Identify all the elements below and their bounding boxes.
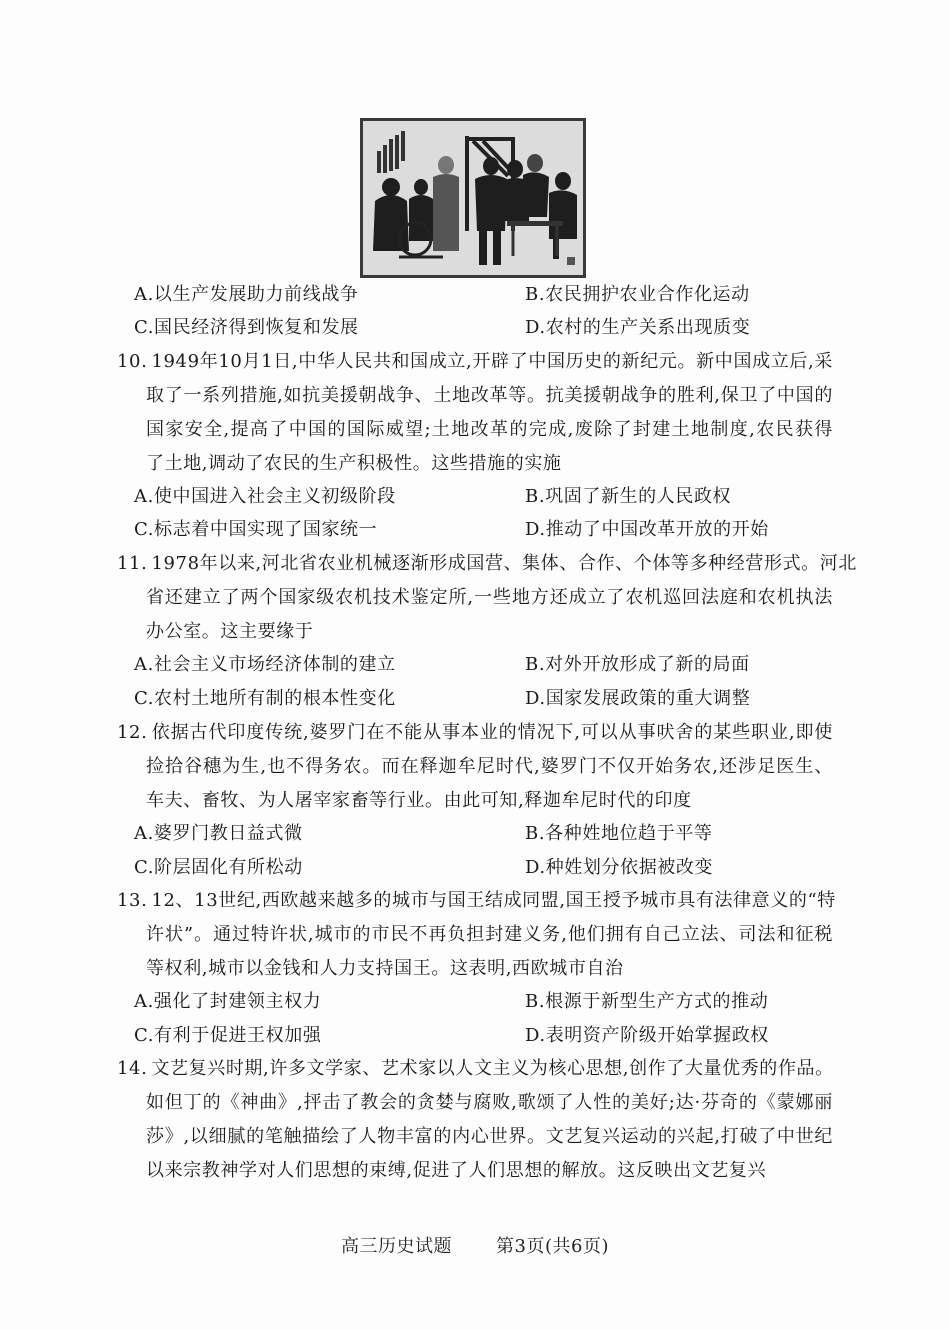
q10-option-c[interactable]: C.标志着中国实现了国家统一 (134, 519, 378, 540)
q10-option-d[interactable]: D.推动了中国改革开放的开始 (525, 519, 769, 540)
q12-option-a[interactable]: A.婆罗门教日益式微 (134, 823, 303, 844)
question-number: 11. (117, 553, 148, 574)
q10-option-a[interactable]: A.使中国进入社会主义初级阶段 (134, 486, 396, 507)
q11-option-b[interactable]: B.对外开放形成了新的局面 (525, 654, 750, 675)
q9-option-a[interactable]: A.以生产发展助力前线战争 (134, 284, 359, 305)
question-number: 13. (117, 890, 148, 911)
q13-option-a[interactable]: A.强化了封建领主权力 (134, 991, 322, 1012)
artist-seal (567, 257, 575, 265)
q12-stem-line-2: 捡拾谷穗为生,也不得务农。而在释迦牟尼时代,婆罗门不仅开始务农,还涉足医生、 (146, 756, 833, 777)
q13-stem-line-2: 许状”。通过特许状,城市的市民不再负担封建义务,他们拥有自己立法、司法和征税 (146, 924, 833, 945)
question-number: 14. (117, 1058, 148, 1079)
page-number: 第3页(共6页) (496, 1236, 609, 1257)
page-footer (0, 1232, 950, 1258)
q11-stem-line-2: 省还建立了两个国家级农机技术鉴定所,一些地方还成立了农机巡回法庭和农机执法 (146, 587, 833, 608)
q13-option-d[interactable]: D.表明资产阶级开始掌握政权 (525, 1025, 769, 1046)
question-number: 12. (117, 722, 148, 743)
q10-stem-line-1: 10. 1949年10月1日,中华人民共和国成立,开辟了中国历史的新纪元。新中国成立后,采 (117, 351, 833, 372)
q13-stem-line-3: 等权利,城市以金钱和人力支持国王。这表明,西欧城市自治 (146, 958, 624, 979)
q13-stem-line-1: 13. 12、13世纪,西欧越来越多的城市与国王结成同盟,国王授予城市具有法律意义的“特 (117, 890, 836, 911)
q11-stem-line-1: 11. 1978年以来,河北省农业机械逐渐形成国营、集体、合作、个体等多种经营形式。河北 (117, 553, 857, 574)
q12-stem-line-1: 12. 依据古代印度传统,婆罗门在不能从事本业的情况下,可以从事吠舍的某些职业,即使 (117, 722, 833, 743)
q13-option-b[interactable]: B.根源于新型生产方式的推动 (525, 991, 769, 1012)
q12-option-d[interactable]: D.种姓划分依据被改变 (525, 857, 714, 878)
q9-option-c[interactable]: C.国民经济得到恢复和发展 (134, 317, 359, 338)
q10-stem-line-2: 取了一系列措施,如抗美援朝战争、土地改革等。抗美援朝战争的胜利,保卫了中国的 (146, 385, 833, 406)
q11-stem-line-3: 办公室。这主要缘于 (146, 621, 314, 642)
q11-option-a[interactable]: A.社会主义市场经济体制的建立 (134, 654, 396, 675)
exam-subject: 高三历史试题 (341, 1236, 453, 1257)
q11-option-c[interactable]: C.农村土地所有制的根本性变化 (134, 688, 396, 709)
q12-stem-line-3: 车夫、畜牧、为人屠宰家畜等行业。由此可知,释迦牟尼时代的印度 (146, 790, 692, 811)
q14-stem-line-3: 莎》,以细腻的笔触描绘了人物丰富的内心世界。文艺复兴运动的兴起,打破了中世纪 (146, 1126, 833, 1147)
q13-option-c[interactable]: C.有利于促进王权加强 (134, 1025, 322, 1046)
q10-stem-line-4: 了土地,调动了农民的生产积极性。这些措施的实施 (146, 453, 562, 474)
woodcut-illustration (360, 118, 586, 278)
q10-option-b[interactable]: B.巩固了新生的人民政权 (525, 486, 732, 507)
loom-scene-image (363, 121, 583, 275)
q9-option-b[interactable]: B.农民拥护农业合作化运动 (525, 284, 750, 305)
q11-option-d[interactable]: D.国家发展政策的重大调整 (525, 688, 751, 709)
q14-stem-line-4: 以来宗教神学对人们思想的束缚,促进了人们思想的解放。这反映出文艺复兴 (146, 1160, 767, 1181)
q14-stem-line-2: 如但丁的《神曲》,抨击了教会的贪婪与腐败,歌颂了人性的美好;达·芬奇的《蒙娜丽 (146, 1092, 833, 1113)
q14-stem-line-1: 14. 文艺复兴时期,许多文学家、艺术家以人文主义为核心思想,创作了大量优秀的作品。 (117, 1058, 834, 1079)
q12-option-b[interactable]: B.各种姓地位趋于平等 (525, 823, 713, 844)
question-number: 10. (117, 351, 148, 372)
q12-option-c[interactable]: C.阶层固化有所松动 (134, 857, 303, 878)
q10-stem-line-3: 国家安全,提高了中国的国际威望;土地改革的完成,废除了封建土地制度,农民获得 (146, 419, 833, 440)
q9-option-d[interactable]: D.农村的生产关系出现质变 (525, 317, 751, 338)
